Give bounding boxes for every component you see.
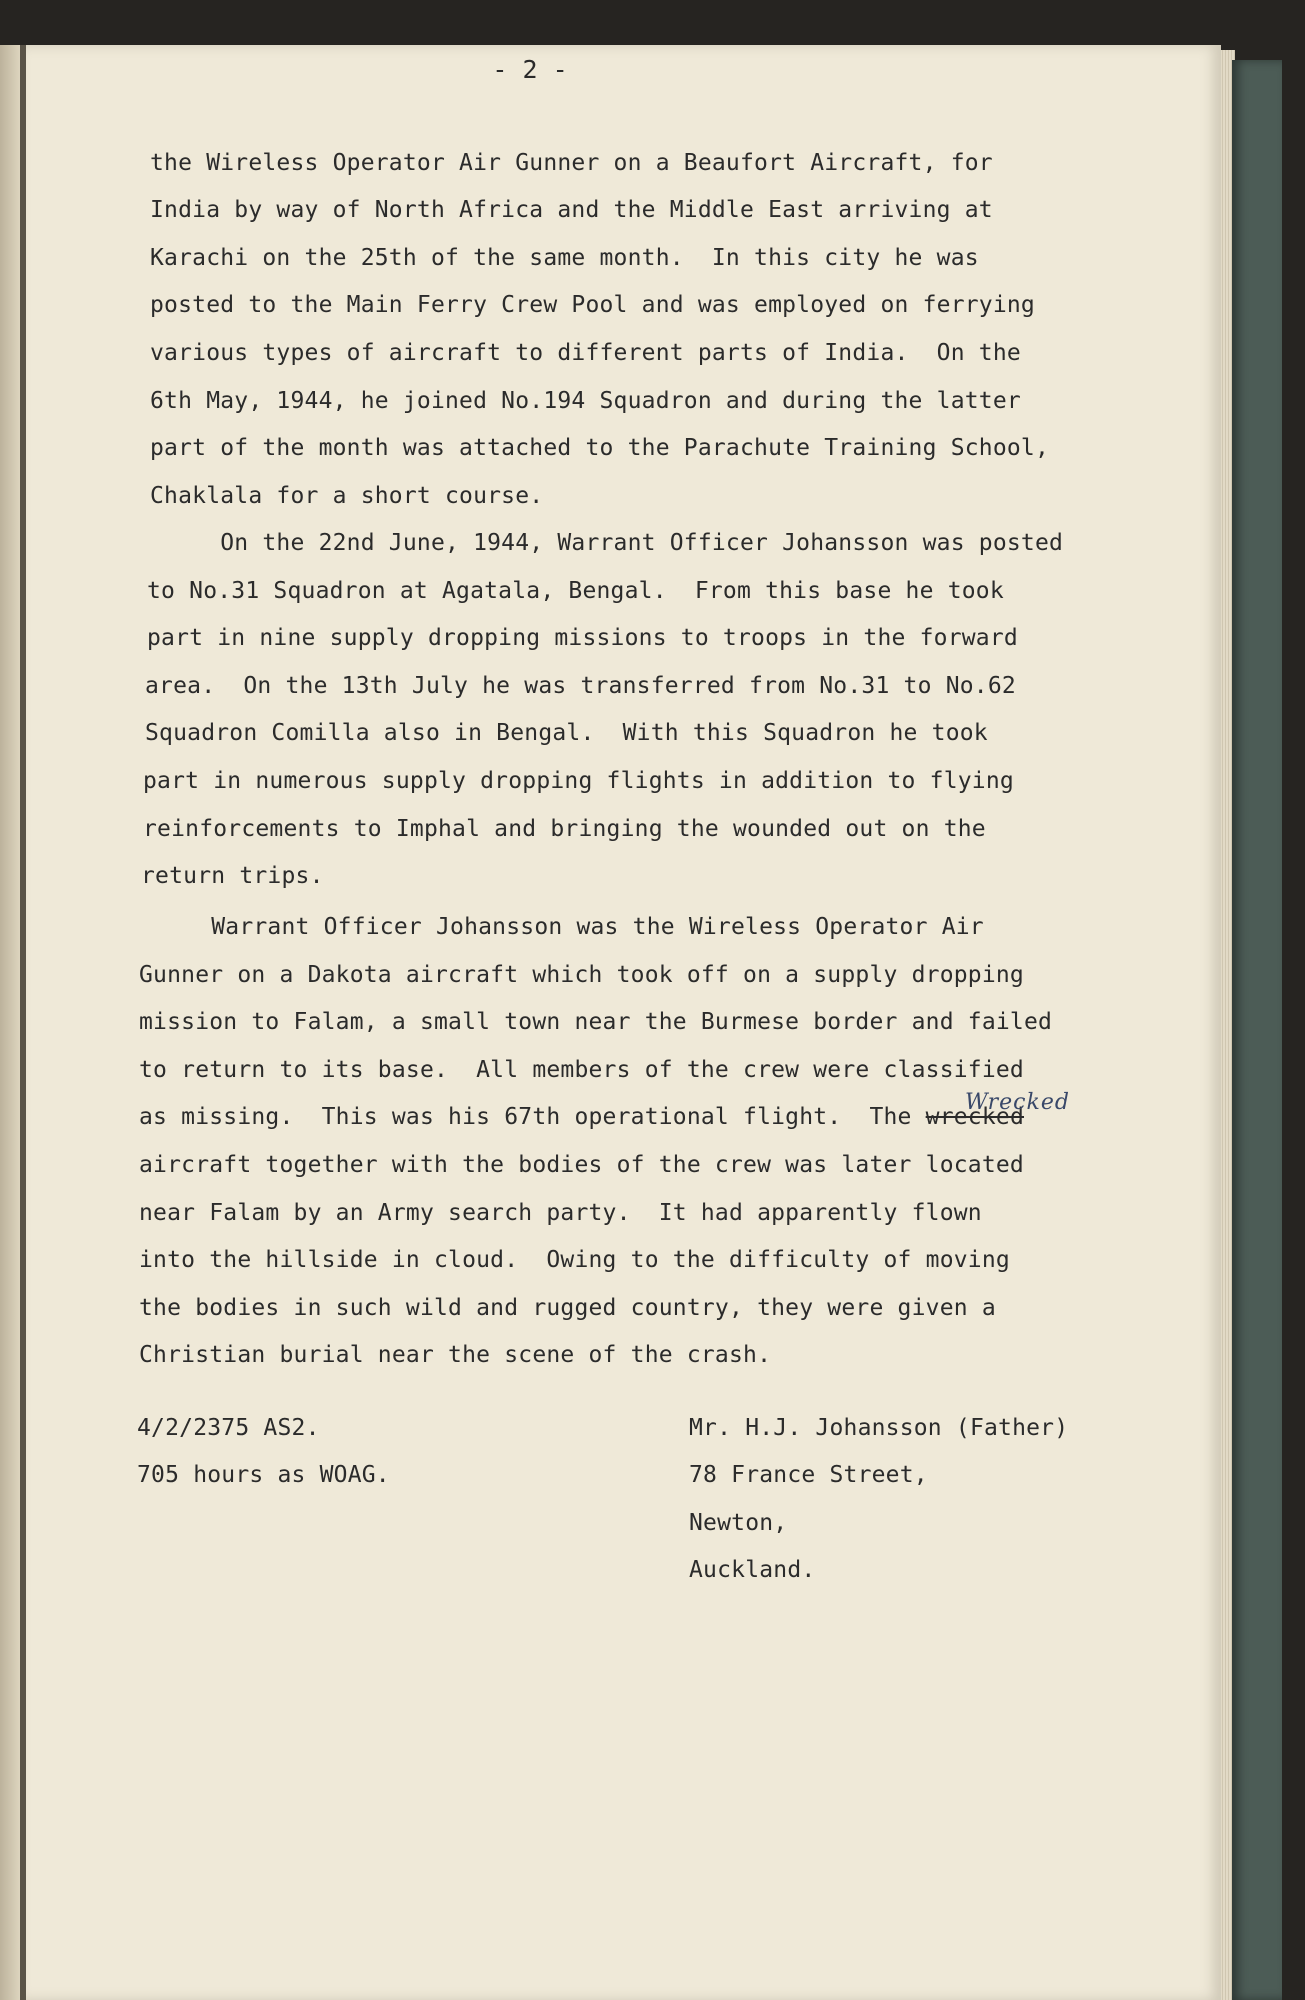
- body-line: Squadron Comilla also in Bengal. With this Squadron he took: [145, 720, 988, 746]
- body-line: Chaklala for a short course.: [150, 483, 544, 509]
- body-line: part in numerous supply dropping flights in addition to flying: [143, 768, 1014, 794]
- address-line: Mr. H.J. Johansson (Father): [689, 1415, 1069, 1441]
- body-line: Gunner on a Dakota aircraft which took off on a supply dropping: [139, 962, 1024, 988]
- body-line: posted to the Main Ferry Crew Pool and was employed on ferrying: [150, 292, 1035, 318]
- address-line: 78 France Street,: [689, 1462, 928, 1488]
- struck-word: wrecked: [925, 1104, 1024, 1130]
- body-line: into the hillside in cloud. Owing to the difficulty of moving: [139, 1247, 1010, 1273]
- body-line: return trips.: [141, 863, 324, 889]
- body-line: part in nine supply dropping missions to troops in the forward: [147, 625, 1018, 651]
- body-line: part of the month was attached to the Parachute Training School,: [150, 435, 1050, 461]
- handwritten-correction: Wrecked: [965, 1090, 1070, 1115]
- body-line: the bodies in such wild and rugged country, they were given a: [139, 1295, 996, 1321]
- body-line: the Wireless Operator Air Gunner on a Beaufort Aircraft, for: [150, 150, 993, 176]
- address-line: Auckland.: [689, 1557, 816, 1583]
- book-cover-edge: [1232, 60, 1282, 2000]
- body-line-text: as missing. This was his 67th operational flight. The: [139, 1104, 926, 1130]
- page-number: - 2 -: [492, 55, 568, 84]
- body-line: to No.31 Squadron at Agatala, Bengal. From this base he took: [147, 578, 1004, 604]
- body-line: near Falam by an Army search party. It had apparently flown: [139, 1200, 982, 1226]
- body-line: Warrant Officer Johansson was the Wireless Operator Air: [141, 914, 984, 940]
- body-line: [139, 1104, 1024, 1130]
- body-line: aircraft together with the bodies of the crew was later located: [139, 1152, 1024, 1178]
- flying-hours: 705 hours as WOAG.: [137, 1462, 390, 1488]
- file-reference: 4/2/2375 AS2.: [137, 1415, 320, 1441]
- body-line: area. On the 13th July he was transferred from No.31 to No.62: [145, 673, 1016, 699]
- body-line: India by way of North Africa and the Middle East arriving at: [150, 197, 993, 223]
- body-line: various types of aircraft to different parts of India. On the: [150, 340, 1021, 366]
- address-line: Newton,: [689, 1510, 788, 1536]
- body-line: On the 22nd June, 1944, Warrant Officer Johansson was posted: [150, 530, 1064, 556]
- body-line: mission to Falam, a small town near the Burmese border and failed: [139, 1009, 1053, 1035]
- body-line: 6th May, 1944, he joined No.194 Squadron and during the latter: [150, 388, 1021, 414]
- body-line: to return to its base. All members of the crew were classified: [139, 1057, 1024, 1083]
- body-line: Karachi on the 25th of the same month. In this city he was: [150, 245, 979, 271]
- body-line: Christian burial near the scene of the crash.: [139, 1342, 772, 1368]
- body-line: reinforcements to Imphal and bringing the wounded out on the: [143, 816, 986, 842]
